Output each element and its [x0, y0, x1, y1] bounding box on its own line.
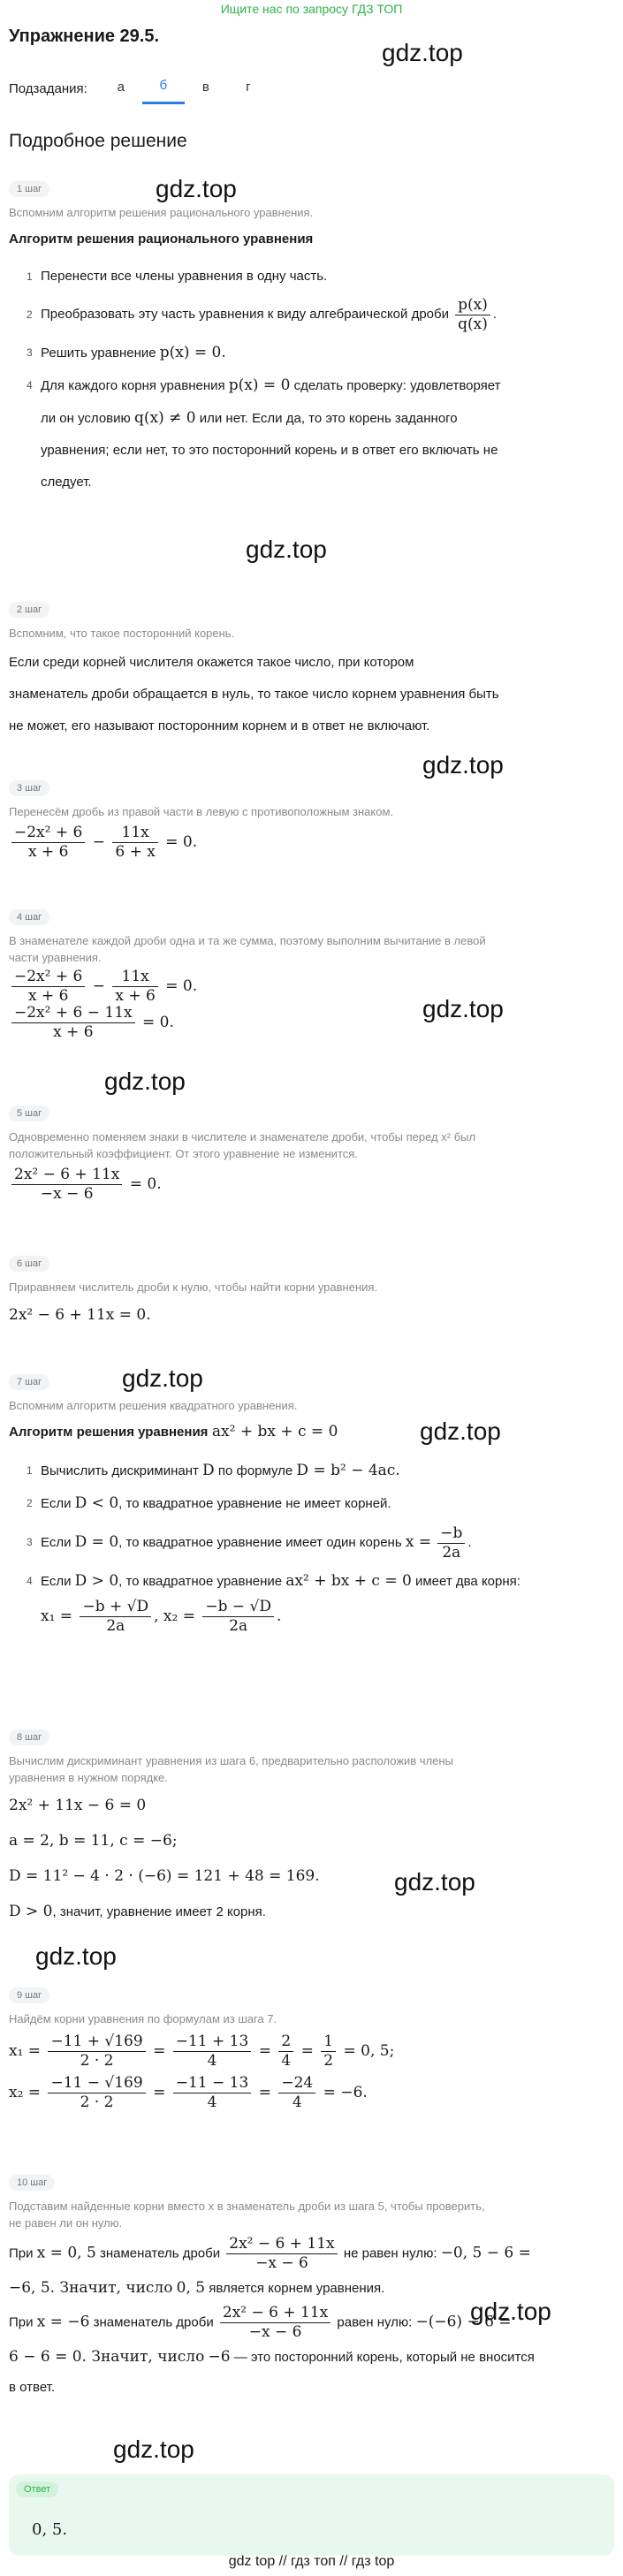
equation: $\frac{\text{−2x² + 6}}{x + 6}$ − $\frac{11x}{6 + x}$ = 0.: [9, 824, 614, 862]
subtasks-bar: [9, 72, 270, 104]
watermark: gdz.top: [422, 751, 504, 779]
subtasks-label: Подзадания:: [9, 80, 87, 96]
step-1: [9, 180, 614, 498]
step-text: При x = 0, 5 знаменатель дроби $\frac{\text{2x² − 6 + 11x}}{-x - 6}$ не равен нулю: −0, 5 − 6 = −6, 5. Значит, число 0, 5 является корнем уравнения. При x = −6 знаменатель дроби $\frac{\text{2x² − 6 + 11x}}{-x - 6}$ равен нулю: −(−6) − 6 = 6 − 6 = 0. Значит, число −6 — это посторонний корень, который не вносится в ответ.: [9, 2235, 535, 2395]
step-9: [9, 1987, 614, 2112]
list-item: 3 Если D = 0, то квадратное уравнение имеет один корень x = $\frac{-b}{2a}$ .: [27, 1524, 472, 1562]
tab-g[interactable]: г: [246, 79, 251, 95]
fraction: $\frac{-24}{4}$: [278, 2074, 315, 2112]
watermark: gdz.top: [422, 995, 504, 1022]
step-2: [9, 601, 614, 742]
step-note: Одновременно поменяем знаки в числителе и знаменателе дроби, чтобы перед x² был положительный коэффициент. От этого уравнение не изменится.: [9, 1130, 476, 1160]
step-chip: 1 шаг: [9, 181, 49, 197]
step-chip: 6 шаг: [9, 1256, 49, 1272]
watermark: gdz.top: [420, 1417, 501, 1445]
footer-link[interactable]: гдз топ: [291, 2554, 336, 2569]
tab-v[interactable]: в: [201, 79, 209, 95]
step-10: [9, 2174, 614, 2403]
page-title: Упражнение 29.5.: [9, 27, 160, 46]
list-item: 1 Перенести все члены уравнения в одну часть.: [27, 269, 328, 284]
step-note: Приравняем числитель дроби к нулю, чтобы найти корни уравнения.: [9, 1280, 378, 1294]
watermark: gdz.top: [470, 2298, 551, 2325]
answer-box: [9, 2474, 614, 2556]
step-chip: 8 шаг: [9, 1729, 49, 1745]
step-note: Перенесём дробь из правой части в левую с противоположным знаком.: [9, 805, 394, 818]
fraction: $\frac{p(x)}{q(x)}$: [455, 296, 490, 334]
algorithm-list: [9, 1455, 614, 1636]
equation: $\frac{\text{−2x² + 6 − 11x}}{x + 6}$ = 0.: [9, 1004, 614, 1042]
equation: x₁ = $\frac{-11 + √169}{2 \cdot 2}$ = $\frac{-11 + 13}{4}$ = $\frac{2}{4}$ = $\frac{1}{2}$ = 0, 5;: [9, 2033, 395, 2070]
step-7: [9, 1373, 614, 1636]
fraction: $\frac{-11 - 13}{4}$: [173, 2074, 252, 2112]
algorithm-list: [9, 261, 614, 498]
step-text: Если среди корней числителя окажется такое число, при котором знаменатель дроби обращается в нуль, то такое число корнем уравнения быть не может, его называют посторонним корнем и в ответ не включают.: [9, 655, 499, 733]
step-8: [9, 1729, 614, 1930]
fraction: $\frac{-11 - √169}{2 \cdot 2}$: [48, 2074, 145, 2112]
step-chip: 9 шаг: [9, 1987, 49, 2003]
footer-links: [0, 2554, 623, 2570]
fraction: $\frac{2}{4}$: [278, 2033, 293, 2071]
equation: $\frac{\text{−2x² + 6}}{x + 6}$ − $\frac{11x}{x + 6}$ = 0.: [9, 968, 614, 1006]
fraction: $\frac{11x}{x + 6}$: [112, 968, 157, 1006]
calc-lines: 2x² + 11x − 6 = 0 a = 2, b = 11, c = −6; D = 11² − 4 · 2 · (−6) = 121 + 48 = 169. D > 0, значит, уравнение имеет 2 корня.: [9, 1797, 320, 1920]
step-note: Вычислим дискриминант уравнения из шага 6, предварительно расположив члены уравнения в нужном порядке.: [9, 1754, 453, 1784]
step-note: Найдём корни уравнения по формулам из шага 7.: [9, 2012, 277, 2025]
answer-chip: Ответ: [16, 2481, 58, 2497]
fraction: $\frac{-b}{2a}$: [437, 1524, 465, 1562]
equation: 2x² − 6 + 11x = 0.: [9, 1306, 151, 1324]
fraction: $\frac{-11 + 13}{4}$: [173, 2033, 252, 2071]
step-chip: 5 шаг: [9, 1106, 49, 1121]
fraction: $\frac{\text{−2x² + 6 − 11x}}{x + 6}$: [11, 1004, 135, 1042]
tab-a[interactable]: а: [117, 79, 125, 95]
algorithm-heading: Алгоритм решения рационального уравнения: [9, 232, 314, 247]
step-note: В знаменателе каждой дроби одна и та же сумма, поэтому выполним вычитание в левой части уравнения.: [9, 934, 486, 964]
step-chip: 2 шаг: [9, 602, 49, 618]
answer-value: 0, 5.: [32, 2520, 68, 2539]
step-chip: 3 шаг: [9, 780, 49, 796]
list-item: 4 Для каждого корня уравнения p(x) = 0 сделать проверку: удовлетворяет ли он условию q(x) ≠ 0 или нет. Если да, то это корень заданного уравнения; если нет, то это посторонний корень и в ответ его включать не следует.: [27, 376, 501, 490]
equation: x₂ = $\frac{-11 - √169}{2 \cdot 2}$ = $\frac{-11 - 13}{4}$ = $\frac{-24}{4}$ = −6.: [9, 2074, 368, 2111]
step-note: Вспомним алгоритм решения квадратного уравнения.: [9, 1399, 298, 1412]
watermark: gdz.top: [394, 1868, 475, 1896]
fraction: $\frac{\text{−2x² + 6}}{x + 6}$: [11, 968, 85, 1006]
watermark: gdz.top: [113, 2435, 194, 2463]
footer-sep: //: [278, 2554, 287, 2569]
tab-b[interactable]: б: [142, 72, 185, 104]
step-4: [9, 908, 614, 1042]
fraction: $\frac{1}{2}$: [321, 2033, 336, 2071]
step-5: [9, 1105, 614, 1204]
list-item: 2 Преобразовать эту часть уравнения к виду алгебраической дроби $\frac{p(x)}{q(x)}$ .: [27, 295, 498, 333]
footer-sep: //: [339, 2554, 348, 2569]
fraction: $\frac{\text{2x² − 6 + 11x}}{-x - 6}$: [226, 2235, 337, 2273]
section-title: Подробное решение: [9, 131, 187, 151]
watermark: gdz.top: [35, 1942, 117, 1970]
step-note: Подставим найденные корни вместо x в знаменатель дроби из шага 5, чтобы проверить, не равен ли он нулю.: [9, 2200, 485, 2230]
step-chip: 10 шаг: [9, 2175, 55, 2191]
fraction: $\frac{-b - √D}{2a}$: [202, 1598, 274, 1636]
fraction: $\frac{\text{2x² − 6 + 11x}}{-x - 6}$: [220, 2304, 330, 2342]
fraction: $\frac{\text{−2x² + 6}}{x + 6}$: [11, 824, 85, 862]
algorithm-heading: Алгоритм решения уравнения ax² + bx + c = 0: [9, 1423, 338, 1440]
watermark: gdz.top: [122, 1364, 203, 1392]
equation: $\frac{\text{2x² − 6 + 11x}}{-x - 6}$ = 0.: [9, 1166, 614, 1204]
list-item: 3 Решить уравнение p(x) = 0.: [27, 344, 226, 361]
step-chip: 4 шаг: [9, 909, 49, 925]
watermark: gdz.top: [156, 175, 237, 202]
step-chip: 7 шаг: [9, 1374, 49, 1390]
footer-link[interactable]: гдз top: [351, 2554, 395, 2569]
top-banner[interactable]: Ищите нас по запросу ГДЗ ТОП: [220, 2, 403, 16]
fraction: $\frac{11x}{6 + x}$: [112, 824, 157, 862]
footer-link[interactable]: gdz top: [228, 2554, 276, 2569]
watermark: gdz.top: [104, 1068, 186, 1095]
list-item: 1 Вычислить дискриминант D по формуле D = b² − 4ac.: [27, 1462, 400, 1479]
watermark: gdz.top: [246, 536, 327, 563]
list-item: 4 Если D > 0, то квадратное уравнение ax² + bx + c = 0 имеет два корня: x₁ = $\frac{-b + √D}{2a}$ , x₂ = $\frac{-b - √D}{2a}$ .: [27, 1572, 520, 1635]
fraction: $\frac{\text{2x² − 6 + 11x}}{-x - 6}$: [11, 1166, 122, 1204]
step-note: Вспомним, что такое посторонний корень.: [9, 627, 235, 640]
fraction: $\frac{-11 + √169}{2 \cdot 2}$: [48, 2033, 145, 2071]
step-note: Вспомним алгоритм решения рационального уравнения.: [9, 206, 314, 219]
step-6: [9, 1255, 614, 1324]
list-item: 2 Если D < 0, то квадратное уравнение не имеет корней.: [27, 1494, 391, 1512]
equation: x₁ = $\frac{-b + √D}{2a}$ , x₂ = $\frac{-b - √D}{2a}$ .: [41, 1598, 282, 1635]
step-3: [9, 779, 614, 862]
fraction: $\frac{-b + √D}{2a}$: [80, 1598, 151, 1636]
watermark: gdz.top: [382, 39, 463, 66]
